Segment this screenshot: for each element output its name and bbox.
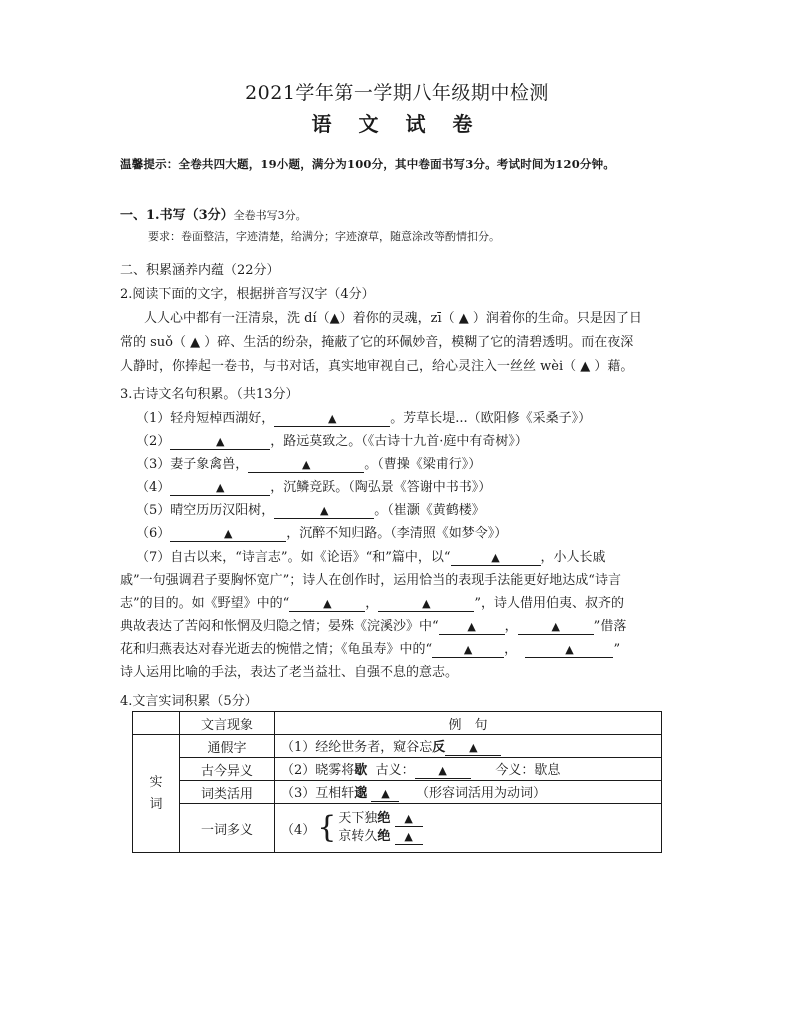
q3-item-1 bbox=[136, 407, 696, 427]
answer-marker: ▲ bbox=[565, 643, 574, 656]
row-1-blank[interactable] bbox=[445, 741, 501, 756]
q3-item-7-line-6: 诗人运用比喻的手法，表达了老当益壮、自强不息的意志。 bbox=[120, 665, 459, 680]
exam-title: 2021学年第一学期八年级期中检测 bbox=[245, 82, 549, 104]
row-4-b-text: 京转久 bbox=[338, 829, 378, 844]
answer-marker: ▲ bbox=[469, 741, 478, 754]
row-1-example bbox=[275, 735, 662, 758]
q3-item-2-blank[interactable] bbox=[170, 435, 270, 450]
q3-item-7-line-4 bbox=[120, 615, 680, 635]
answer-marker: ▲ bbox=[328, 412, 337, 425]
q3-item-7-text: 花和归燕表达对春光逝去的惋惜之情；《龟虽寿》中的“ bbox=[120, 642, 433, 657]
q3-item-2 bbox=[136, 430, 696, 450]
q3-item-6 bbox=[136, 522, 696, 542]
row-2-text: （2）晓雾将 bbox=[281, 763, 355, 778]
q3-item-7-text: 典故表达了苦闷和怅惘及归隐之情；晏殊《浣溪沙》中“ bbox=[120, 619, 439, 634]
row-4-line-a bbox=[338, 810, 422, 828]
answer-marker: ▲ bbox=[320, 504, 329, 517]
q3-item-4-source: ，沉鳞竞跃。（陶弘景《答谢中书书》） bbox=[270, 480, 492, 495]
answer-marker: ▲ bbox=[216, 481, 225, 494]
row-2-gu-label: 古义： bbox=[375, 763, 415, 778]
table-row bbox=[133, 735, 662, 758]
q3-item-5-source: 。（崔灏《黄鹤楼》 bbox=[374, 503, 485, 518]
q3-item-6-text: （6） bbox=[136, 526, 171, 541]
row-2-example bbox=[275, 758, 662, 781]
q3-item-7-blank-2[interactable] bbox=[289, 597, 365, 612]
q3-item-2-source: ，路远莫致之。（《古诗十九首·庭中有奇树》） bbox=[270, 434, 528, 449]
q3-item-7-blank-3[interactable] bbox=[378, 597, 474, 612]
q3-prompt: 3.古诗文名句积累。（共13分） bbox=[120, 387, 299, 402]
q3-item-3-blank[interactable] bbox=[248, 458, 364, 473]
row-3-type: 词类活用 bbox=[180, 781, 275, 804]
answer-marker: ▲ bbox=[404, 812, 413, 825]
q3-item-7-text: ， bbox=[504, 642, 518, 657]
q3-item-4 bbox=[136, 476, 696, 496]
row-4-blank-a[interactable] bbox=[395, 812, 423, 827]
warm-tip: 温馨提示：全卷共四大题，19小题，满分为100分，其中卷面书写3分。考试时间为120分钟。 bbox=[120, 157, 616, 171]
answer-marker: ▲ bbox=[404, 830, 413, 843]
col-header-example: 例 句 bbox=[275, 712, 662, 735]
q3-item-5 bbox=[136, 499, 696, 519]
answer-marker: ▲ bbox=[216, 435, 225, 448]
col-header-phenomenon: 文言现象 bbox=[180, 712, 275, 735]
row-4-keyword: 绝 bbox=[377, 811, 391, 826]
answer-marker: ▲ bbox=[422, 597, 431, 610]
q3-item-5-blank[interactable] bbox=[274, 504, 374, 519]
table-corner bbox=[133, 712, 180, 735]
q3-item-6-blank[interactable] bbox=[170, 527, 286, 542]
q2-line-2: 常的 suǒ（ ▲ ）碎、生活的纷杂，掩蔽了它的环佩妙音，模糊了它的清碧透明。而在夜深 bbox=[120, 335, 634, 350]
q3-item-5-text: （5）晴空历历汉阳树， bbox=[136, 503, 275, 518]
q3-item-3 bbox=[136, 453, 696, 473]
section-1-note: 全卷书写3分。 bbox=[233, 209, 307, 222]
row-1-keyword: 反 bbox=[432, 740, 446, 755]
section-1-title: 一、1.书写（3分） bbox=[120, 208, 234, 223]
answer-marker: ▲ bbox=[463, 643, 473, 656]
classical-words-table bbox=[132, 711, 662, 853]
row-1-type: 通假字 bbox=[180, 735, 275, 758]
brace-icon: { bbox=[317, 810, 337, 845]
q3-item-7-text: ，小人长戚 bbox=[540, 550, 606, 565]
row-3-text: （3）互相轩 bbox=[281, 786, 355, 801]
answer-marker: ▲ bbox=[551, 620, 560, 633]
q2-line-3: 人静时，你捧起一卷书，与书对话，真实地审视自己，给心灵注入一丝丝 wèi（ ▲ ）藉。 bbox=[120, 359, 634, 374]
table-header-row bbox=[133, 712, 662, 735]
q3-item-3-text: （3）妻子象禽兽， bbox=[136, 457, 249, 472]
row-4-type: 一词多义 bbox=[180, 804, 275, 853]
row-3-keyword: 邈 bbox=[354, 786, 368, 801]
q3-item-2-text: （2） bbox=[136, 434, 171, 449]
q3-item-7-line-1 bbox=[136, 546, 696, 566]
q3-item-7-text: ， bbox=[365, 596, 379, 611]
row-2-keyword: 歇 bbox=[354, 763, 368, 778]
row-2-jin-label: 今义：歇息 bbox=[495, 763, 561, 778]
side-label-char: 词 bbox=[149, 796, 163, 812]
row-4-num: （4） bbox=[281, 822, 316, 838]
q3-item-7-text: ”借落 bbox=[593, 619, 627, 634]
q3-item-7-text: 志”的目的。如《野望》中的“ bbox=[120, 596, 290, 611]
row-2-type: 古今异义 bbox=[180, 758, 275, 781]
q3-item-7-line-3 bbox=[120, 592, 680, 612]
q3-item-7-text: ， bbox=[504, 619, 518, 634]
row-1-text: （1）经纶世务者，窥谷忘 bbox=[281, 740, 433, 755]
q3-item-6-source: ，沉醉不知归路。（李清照《如梦令》） bbox=[286, 526, 508, 541]
q2-prompt: 2.阅读下面的文字，根据拼音写汉字（4分） bbox=[120, 287, 375, 302]
q2-line-1: 人人心中都有一汪清泉，洗 dí（▲）着你的灵魂，zī（ ▲ ）润着你的生命。只是因了日 bbox=[144, 311, 642, 326]
table-row bbox=[133, 804, 662, 853]
q4-prompt: 4.文言实词积累（5分） bbox=[120, 694, 258, 709]
row-3-example bbox=[275, 781, 662, 804]
q3-item-7-text: ” bbox=[613, 642, 621, 657]
answer-marker: ▲ bbox=[224, 527, 233, 540]
section-1-heading bbox=[120, 204, 307, 223]
q3-item-1-blank[interactable] bbox=[274, 412, 390, 427]
q3-item-7-blank-5[interactable] bbox=[518, 620, 594, 635]
side-label-char: 实 bbox=[149, 774, 163, 790]
row-4-a-text: 天下独 bbox=[338, 811, 378, 826]
row-4-example bbox=[275, 804, 662, 853]
exam-subtitle: 语 文 试 卷 bbox=[311, 112, 483, 136]
answer-marker: ▲ bbox=[438, 764, 447, 777]
row-4-keyword: 绝 bbox=[377, 829, 391, 844]
answer-marker: ▲ bbox=[323, 597, 332, 610]
row-4-blank-b[interactable] bbox=[395, 830, 423, 845]
answer-marker: ▲ bbox=[302, 458, 311, 471]
q3-item-7-text: （7）自古以来，“诗言志”。如《论语》“和”篇中，以“ bbox=[136, 550, 451, 565]
row-4-line-b bbox=[338, 828, 422, 846]
answer-marker: ▲ bbox=[381, 787, 390, 800]
q3-item-7-blank-6[interactable] bbox=[432, 643, 504, 658]
row-4-brace-group bbox=[281, 810, 423, 846]
q3-item-7-line-5 bbox=[120, 638, 680, 658]
section-2-heading: 二、积累涵养内蕴（22分） bbox=[120, 263, 280, 278]
q3-item-1-text: （1）轻舟短棹西湖好， bbox=[136, 411, 275, 426]
q3-item-7-blank-7[interactable] bbox=[525, 643, 613, 658]
q3-item-4-text: （4） bbox=[136, 480, 171, 495]
row-2-blank[interactable] bbox=[415, 764, 471, 779]
q3-item-7-blank-4[interactable] bbox=[439, 620, 505, 635]
table-row bbox=[133, 758, 662, 781]
table-row bbox=[133, 781, 662, 804]
q3-item-1-source: 。芳草长堤...（欧阳修《采桑子》） bbox=[390, 411, 592, 426]
answer-marker: ▲ bbox=[491, 551, 500, 564]
q3-item-4-blank[interactable] bbox=[170, 481, 270, 496]
answer-marker: ▲ bbox=[467, 620, 476, 633]
row-4-stack bbox=[338, 810, 422, 846]
side-label-shici bbox=[133, 735, 180, 853]
q3-item-7-line-2: 戚”一句强调君子要胸怀宽广”；诗人在创作时，运用恰当的表现手法能更好地达成“诗言 bbox=[120, 573, 621, 588]
q3-item-7-text: ”，诗人借用伯夷、叔齐的 bbox=[474, 596, 624, 611]
q3-item-7-blank-1[interactable] bbox=[451, 551, 541, 566]
q3-item-3-source: 。（曹操《梁甫行》） bbox=[364, 457, 482, 472]
section-1-requirement: 要求：卷面整洁，字迹清楚，给满分；字迹潦草，随意涂改等酌情扣分。 bbox=[148, 230, 500, 243]
row-3-blank[interactable] bbox=[371, 787, 399, 802]
row-3-note: （形容词活用为动词） bbox=[415, 786, 546, 801]
